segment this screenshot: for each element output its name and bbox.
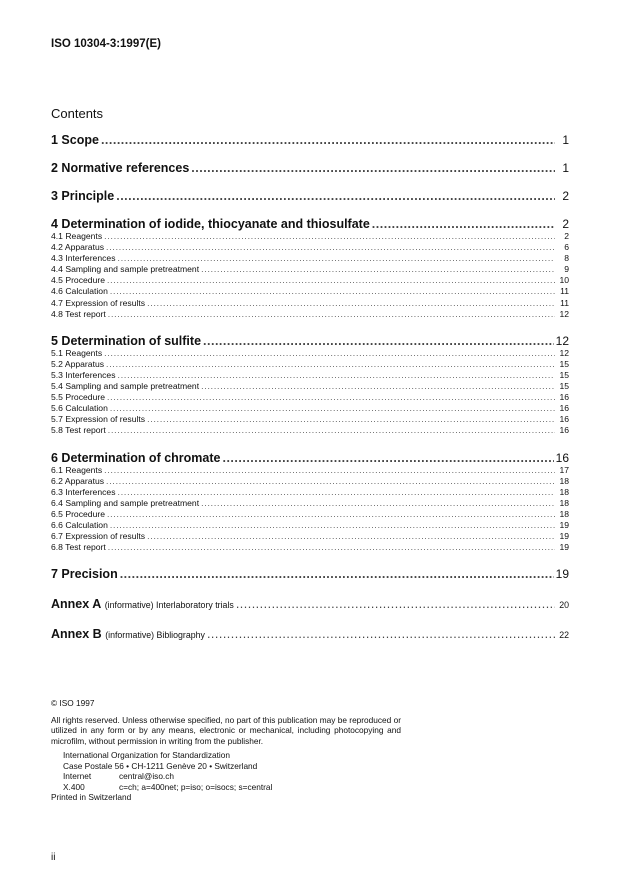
toc-entry-precision[interactable]: 7 Precision ..... 19 xyxy=(51,567,569,581)
toc-entry-section-6[interactable]: 6 Determination of chromate ..... 16 xyxy=(51,451,569,465)
toc-subentry[interactable]: 4.8 Test report ..... 12 xyxy=(51,309,569,320)
x400-address: c=ch; a=400net; p=iso; o=isocs; s=central xyxy=(119,781,273,792)
publisher-address xyxy=(63,750,401,792)
internet-address: central@iso.ch xyxy=(119,771,174,781)
toc-subentry[interactable]: 5.3 Interferences ..... 15 xyxy=(51,370,569,381)
postal-address: Case Postale 56 • CH-1211 Genève 20 • Switzerland xyxy=(63,760,258,771)
toc-entry-annex-b[interactable]: Annex B (informative) Bibliography ..... 22 xyxy=(51,627,569,641)
toc-entry-principle[interactable]: 3 Principle ..... 2 xyxy=(51,189,569,203)
toc-subentry[interactable]: 6.4 Sampling and sample pretreatment ..... 18 xyxy=(51,498,569,509)
toc-subentry[interactable]: 6.1 Reagents ..... 17 xyxy=(51,465,569,476)
contents-heading: Contents xyxy=(51,106,104,121)
toc-subentry[interactable]: 5.8 Test report ..... 16 xyxy=(51,425,569,436)
org-name: International Organization for Standardization xyxy=(63,750,230,760)
copyright-notice xyxy=(51,698,401,803)
toc-subentry[interactable]: 6.6 Calculation ..... 19 xyxy=(51,520,569,531)
toc-subentry[interactable]: 5.1 Reagents ..... 12 xyxy=(51,348,569,359)
toc-subentry[interactable]: 4.5 Procedure ..... 10 xyxy=(51,275,569,286)
toc-entry-scope[interactable]: 1 Scope ..... 1 xyxy=(51,133,569,147)
printed-in: Printed in Switzerland xyxy=(51,792,132,802)
toc-entry-section-4[interactable]: 4 Determination of iodide, thiocyanate and thiosulfate ..... 2 xyxy=(51,217,569,231)
toc-subentry[interactable]: 4.6 Calculation ..... 11 xyxy=(51,286,569,297)
toc-subentry[interactable]: 4.1 Reagents ..... 2 xyxy=(51,231,569,242)
page-number: ii xyxy=(51,852,56,863)
toc-entry-section-5[interactable]: 5 Determination of sulfite ..... 12 xyxy=(51,334,569,348)
toc-entry-annex-a[interactable]: Annex A (informative) Interlaboratory trials ..... 20 xyxy=(51,597,569,611)
toc-subentry[interactable]: 6.5 Procedure ..... 18 xyxy=(51,509,569,520)
document-id: ISO 10304-3:1997(E) xyxy=(51,38,161,50)
toc-subentry[interactable]: 4.7 Expression of results ..... 11 xyxy=(51,298,569,309)
toc-subentry[interactable]: 6.3 Interferences ..... 18 xyxy=(51,487,569,498)
x400-label: X.400 xyxy=(63,781,85,792)
toc-subentry[interactable]: 5.4 Sampling and sample pretreatment ..... 15 xyxy=(51,381,569,392)
toc-subentry[interactable]: 5.2 Apparatus ..... 15 xyxy=(51,359,569,370)
toc-subentry[interactable]: 6.7 Expression of results ..... 19 xyxy=(51,531,569,542)
toc-subentry[interactable]: 6.8 Test report ..... 19 xyxy=(51,542,569,553)
toc-subentry[interactable]: 4.4 Sampling and sample pretreatment ..... 9 xyxy=(51,264,569,275)
copyright-line: © ISO 1997 xyxy=(51,698,95,708)
table-of-contents xyxy=(51,133,569,641)
rights-statement: All rights reserved. Unless otherwise specified, no part of this publication may be reproduced or utilized in any form or by any means, electronic or mechanical, including photocopying and microfilm, without permission in writing from the publisher. xyxy=(51,714,401,746)
toc-subentry[interactable]: 4.2 Apparatus ..... 6 xyxy=(51,242,569,253)
toc-subentry[interactable]: 5.7 Expression of results ..... 16 xyxy=(51,414,569,425)
toc-entry-normative-references[interactable]: 2 Normative references ..... 1 xyxy=(51,161,569,175)
toc-subentry[interactable]: 5.6 Calculation ..... 16 xyxy=(51,403,569,414)
toc-subentry[interactable]: 6.2 Apparatus ..... 18 xyxy=(51,476,569,487)
internet-label: Internet xyxy=(63,771,92,781)
toc-subentry[interactable]: 5.5 Procedure ..... 16 xyxy=(51,392,569,403)
toc-subentry[interactable]: 4.3 Interferences ..... 8 xyxy=(51,253,569,264)
